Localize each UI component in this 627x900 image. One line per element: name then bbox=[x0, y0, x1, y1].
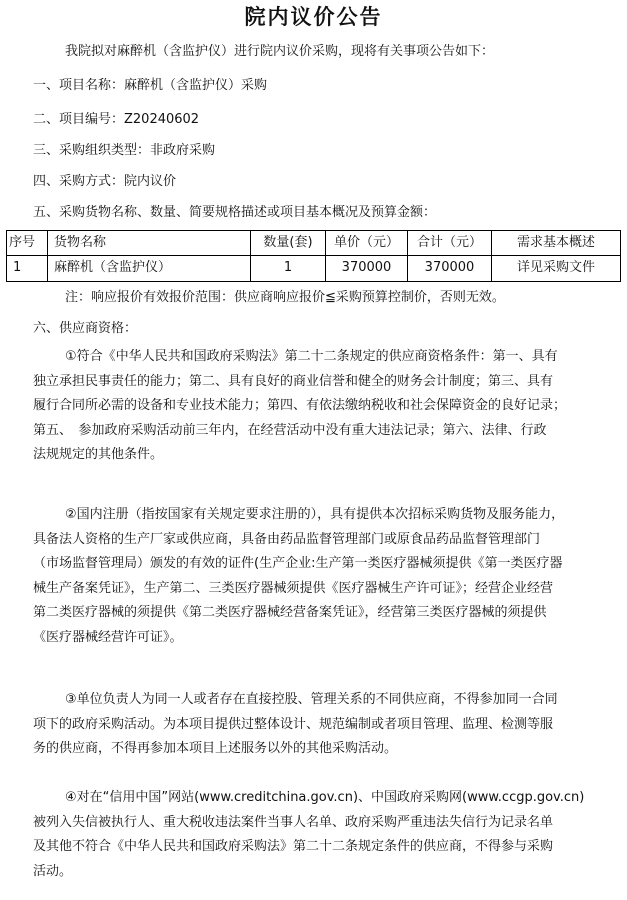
cell-index: 1 bbox=[6, 256, 48, 282]
paragraph-line: 第二类医疗器械的须提供《第二类医疗器械经营备案凭证》，经营第三类医疗器械的须提供 bbox=[33, 605, 547, 620]
project-name: 一、项目名称：麻醉机（含监护仪）采购 bbox=[33, 78, 268, 93]
paragraph-line: ②国内注册（指按国家有关规定要求注册的），具有提供本次招标采购货物及服务能力， bbox=[65, 507, 565, 522]
paragraph-line: 被列入失信被执行人、重大税收违法案件当事人名单、政府采购严重违法失信行为记录名单 bbox=[33, 814, 554, 830]
paragraph-line: 活动。 bbox=[33, 863, 73, 879]
paragraph-line: 独立承担民事责任的能力；第二、具有良好的商业信誉和健全的财务会计制度；第三、具有 bbox=[33, 373, 554, 389]
header-cell-total: 合计（元） bbox=[408, 230, 492, 256]
header-cell-requirements: 需求基本概述 bbox=[492, 230, 621, 256]
page-title: 院内议价公告 bbox=[244, 4, 383, 29]
paragraph-line: 械生产备案凭证》，生产第二、三类医疗器械须提供《医疗器械生产许可证》；经营企业经营 bbox=[33, 580, 554, 596]
cell-total: 370000 bbox=[408, 256, 492, 282]
goods-heading: 五、采购货物名称、数量、简要规格描述或项目基本概况及预算金额： bbox=[33, 205, 437, 220]
paragraph-line: 及其他不符合《中华人民共和国政府采购法》第二十二条规定条件的供应商，不得参与采购 bbox=[33, 839, 554, 854]
paragraph-line: ④对在“信用中国”网站(www.creditchina.gov.cn)、中国政府采购网(www.ccgp.gov.cn) bbox=[65, 790, 585, 805]
paragraph-line: 项下的政府采购活动。为本项目提供过整体设计、规范编制或者项目管理、监理、检测等服 bbox=[33, 716, 554, 732]
cell-quantity: 1 bbox=[251, 256, 326, 282]
paragraph-line: ③单位负责人为同一人或者存在直接控股、管理关系的不同供应商，不得参加同一合同 bbox=[65, 692, 558, 707]
project-code: 二、项目编号：Z20240602 bbox=[33, 112, 200, 127]
intro-text: 我院拟对麻醉机（含监护仪）进行院内议价采购，现将有关事项公告如下： bbox=[65, 44, 495, 59]
paragraph-line: 《医疗器械经营许可证》。 bbox=[33, 629, 183, 645]
header-cell-index: 序号 bbox=[6, 230, 48, 256]
paragraph-line: 第五、 参加政府采购活动前三年内，在经营活动中没有重大违法记录；第六、法律、行政 bbox=[33, 422, 547, 438]
procurement-org-type: 三、采购组织类型：非政府采购 bbox=[33, 143, 216, 158]
cell-requirements: 详见采购文件 bbox=[492, 256, 621, 282]
procurement-method: 四、采购方式：院内议价 bbox=[33, 174, 177, 189]
price-note: 注：响应报价有效报价范围：供应商响应报价≦采购预算控制价，否则无效。 bbox=[65, 290, 505, 305]
paragraph-line: （市场监督管理局）颁发的有效的证件(生产企业:生产第一类医疗器械须提供《第一类医疗器 bbox=[33, 556, 563, 571]
table-header-row bbox=[6, 230, 621, 256]
qualification-paragraph-2 bbox=[33, 503, 593, 650]
header-cell-quantity: 数量(套) bbox=[251, 230, 326, 256]
header-cell-goods-name: 货物名称 bbox=[48, 230, 251, 256]
paragraph-line: 具备法人资格的生产厂家或供应商，具备由药品监督管理部门或原食品药品监督管理部门 bbox=[33, 531, 541, 547]
cell-goods-name: 麻醉机（含监护仪） bbox=[48, 256, 251, 282]
table-row bbox=[6, 256, 621, 282]
qualification-paragraph-3 bbox=[33, 688, 593, 762]
paragraph-line: ①符合《中华人民共和国政府采购法》第二十二条规定的供应商资格条件：第一、具有 bbox=[65, 349, 558, 364]
qualification-paragraph-1 bbox=[33, 345, 593, 468]
paragraph-line: 履行合同所必需的设备和专业技术能力；第四、有依法缴纳税收和社会保障资金的良好记录； bbox=[33, 398, 567, 413]
supplier-heading: 六、供应商资格： bbox=[33, 321, 138, 336]
cell-unit-price: 370000 bbox=[326, 256, 408, 282]
qualification-paragraph-4 bbox=[33, 786, 593, 884]
paragraph-line: 法规规定的其他条件。 bbox=[33, 447, 164, 462]
header-cell-unit-price: 单价（元） bbox=[326, 230, 408, 256]
paragraph-line: 务的供应商，不得再参加本项目上述服务以外的其他采购活动。 bbox=[33, 741, 398, 756]
